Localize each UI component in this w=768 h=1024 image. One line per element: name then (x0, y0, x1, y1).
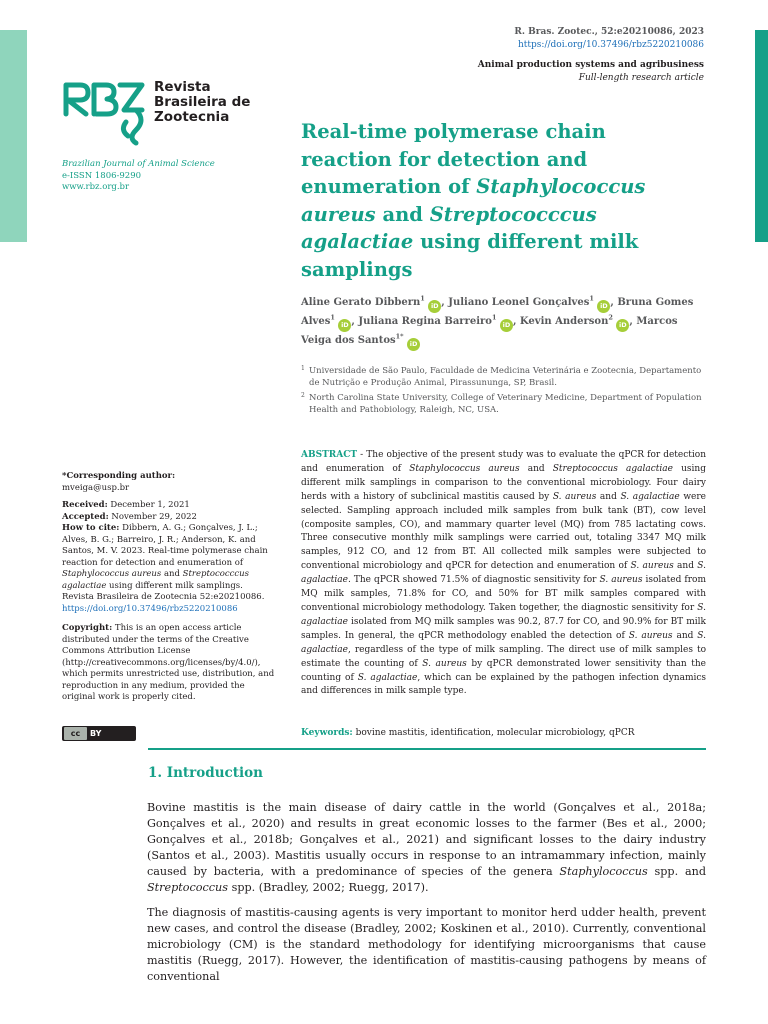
keywords-text: bovine mastitis, identification, molecular microbiology, qPCR (352, 728, 635, 738)
author-affiliation-marker: 1* (395, 332, 404, 341)
paragraph: The diagnosis of mastitis-causing agents is very important to monitor herd udder health, prevent new cases, and control the disease (Bradley, 2002; Koskinen et al., 2010). Currently, conventional microbiology (CM) is the standard methodology for identifying microorganisms that cause mastitis (Ruegg, 2017). However, the identification of mastitis-causing pathogens by means of conventional (147, 905, 706, 983)
left-accent-bar (0, 30, 27, 242)
affiliation (301, 365, 713, 389)
section-divider (148, 748, 706, 750)
journal-subtitle: Brazilian Journal of Animal Science (62, 159, 215, 169)
author-name: Kevin Anderson (519, 316, 609, 327)
logo-wordmark: Revista Brasileira de Zootecnia (154, 79, 251, 125)
copyright-notice (62, 623, 276, 704)
author-name: Marcos Veiga dos Santos (301, 316, 678, 346)
article-title: Real-time polymerase chain reaction for detection and enumeration of Staphylococcus aureus and Streptococccus agalactiae using different milk samplings (301, 120, 646, 281)
orcid-icon[interactable]: iD (616, 319, 629, 332)
abstract (301, 449, 706, 699)
abstract-text: - The objective of the present study was to evaluate the qPCR for detection and enumeration of Staphylococcus aureus and Streptococcus agalactiae using different milk samplings in comparison to the conventional microbiology. Four dairy herds with a history of subclinical mastitis caused by S. aureus and S. agalactiae were selected. Sampling approach included milk samples from bulk tank (BT), cow level (composite samples, CO), and mammary quarter level (MQ) from 785 lactating cows. Three consecutive monthly milk samplings were carried out, totaling 3347 MQ milk samples, 912 CO, and 12 from BT. All collected milk samples were subjected to conventional microbiology and qPCR for detection and enumeration of S. aureus and S. agalactiae. The qPCR showed 71.5% of diagnostic sensitivity for S. aureus isolated from MQ milk samples, 71.8% for CO, and 50% for BT milk samples compared with conventional microbiology methodology. Taken together, the diagnostic sensitivity for S. agalactiae isolated from MQ milk samples was 90.2, 87.7 for CO, and 90.9% for BT milk samples. In general, the qPCR methodology enabled the detection of S. aureus and S. agalactiae, regardless of the type of milk sampling. The direct use of milk samples to estimate the counting of S. aureus by qPCR demonstrated lower sensitivity than the counting of S. agalactiae, which can be explained by the pathogen infection dynamics and differences in milk sample type. (301, 450, 707, 697)
author-list: Aline Gerato Dibbern$^1$ iD , Juliano Leonel Gonçalves$^1$ iD , Bruna Gomes Alves$^1$ iD , Juliana Regina Barreiro$^1$ iD , Kevin Anderson$^2$ iD , Marcos Veiga dos Santos$^{1*}$ iD (301, 294, 711, 351)
author-affiliation-marker: 1 (491, 313, 497, 322)
affiliation-number: 1 (301, 365, 305, 372)
journal-header (478, 26, 704, 85)
article-section: Animal production systems and agribusiness (477, 60, 704, 70)
author-affiliation-marker: 1 (589, 294, 594, 303)
affiliation-number: 2 (301, 392, 305, 399)
cc-by-license-badge[interactable] (62, 726, 136, 741)
right-accent-bar (755, 30, 768, 242)
author-name: Aline Gerato Dibbern (301, 297, 421, 308)
how-to-cite (62, 523, 276, 615)
orcid-icon[interactable]: iD (338, 319, 351, 332)
accepted-date: November 29, 2022 (111, 511, 197, 522)
how-to-cite-text: Dibbern, A. G.; Gonçalves, J. L.; Alves, B. G.; Barreiro, J. R.; Anderson, K. and Santos, M. V. 2023. Real-time polymerase chain reaction for detection and enumeration of Staphylococcus aureus and Streptococccus agalactiae using different milk samplings. Revista Brasileira de Zootecnia 52:e20210086. https://doi.org/10.37496/rbz5220210086 (62, 523, 268, 614)
affiliation-text: North Carolina State University, College of Veterinary Medicine, Department of Population Health and Pathobiology, Raleigh, NC, USA. (309, 393, 702, 415)
orcid-icon[interactable]: iD (407, 338, 420, 351)
orcid-icon[interactable]: iD (597, 300, 610, 313)
introduction-heading: 1. Introduction (148, 765, 263, 781)
journal-info (62, 159, 215, 194)
journal-reference: R. Bras. Zootec., 52:e20210086, 2023 (514, 27, 704, 37)
author-name: Juliana Regina Barreiro (358, 316, 492, 327)
corresponding-author-email[interactable]: mveiga@usp.br (62, 482, 130, 493)
paragraph: Bovine mastitis is the main disease of dairy cattle in the world (Gonçalves et al., 2018a; Gonçalves et al., 2020) and results in great economic losses to the farmer (Bes et al., 2000; Gonçalves et al., 2018b; Gonçalves et al., 2021) and significant losses to the dairy industry (Santos et al., 2003). Mastitis usually occurs in response to an intramammary infection, mainly caused by bacteria, with a predominance of species of the genera Staphylococcus spp. and Streptococcus spp. (Bradley, 2002; Ruegg, 2017). (147, 801, 706, 895)
journal-issn: e-ISSN 1806-9290 (62, 170, 142, 181)
how-to-cite-label: How to cite: (62, 523, 120, 533)
rbz-logo-mark (62, 80, 148, 146)
article-type: Full-length research article (578, 73, 704, 83)
received-label: Received: (62, 500, 108, 510)
affiliation (301, 392, 713, 416)
attribution-icon: BY (90, 729, 102, 738)
orcid-icon[interactable]: iD (428, 300, 441, 313)
abstract-label: ABSTRACT (301, 450, 358, 460)
article-sidebar (62, 471, 276, 704)
author-name: Bruna Gomes Alves (301, 297, 694, 327)
author-name: Juliano Leonel Gonçalves (448, 297, 590, 308)
orcid-icon[interactable]: iD (500, 319, 513, 332)
affiliation-text: Universidade de São Paulo, Faculdade de Medicina Veterinária e Zootecnia, Departamento de Nutrição e Produção Animal, Pirassununga, SP, Brasil. (309, 366, 702, 388)
author-affiliation-marker: 2 (608, 313, 613, 322)
copyright-label: Copyright: (62, 623, 113, 633)
received-date: December 1, 2021 (110, 500, 190, 510)
introduction-body (147, 800, 706, 993)
author-affiliation-marker: 1 (420, 294, 425, 303)
keywords-label: Keywords: (301, 728, 353, 738)
accepted-label: Accepted: (62, 511, 109, 522)
article-doi-link[interactable]: https://doi.org/10.37496/rbz5220210086 (518, 40, 704, 50)
corresponding-author-label: *Corresponding author: (62, 471, 176, 481)
creative-commons-icon: cc (64, 727, 87, 740)
copyright-text: This is an open access article distributed under the terms of the Creative Commons Attribution License (http://creativecommons.org/licenses/by/4.0/), which permits unrestricted use, distribution, and reproduction in any medium, provided the original work is properly cited. (62, 623, 275, 702)
author-affiliation-marker: 1 (330, 313, 335, 322)
journal-logo (62, 80, 252, 148)
keywords (301, 727, 706, 740)
journal-website-link[interactable]: www.rbz.org.br (62, 182, 130, 192)
affiliations (301, 365, 713, 419)
